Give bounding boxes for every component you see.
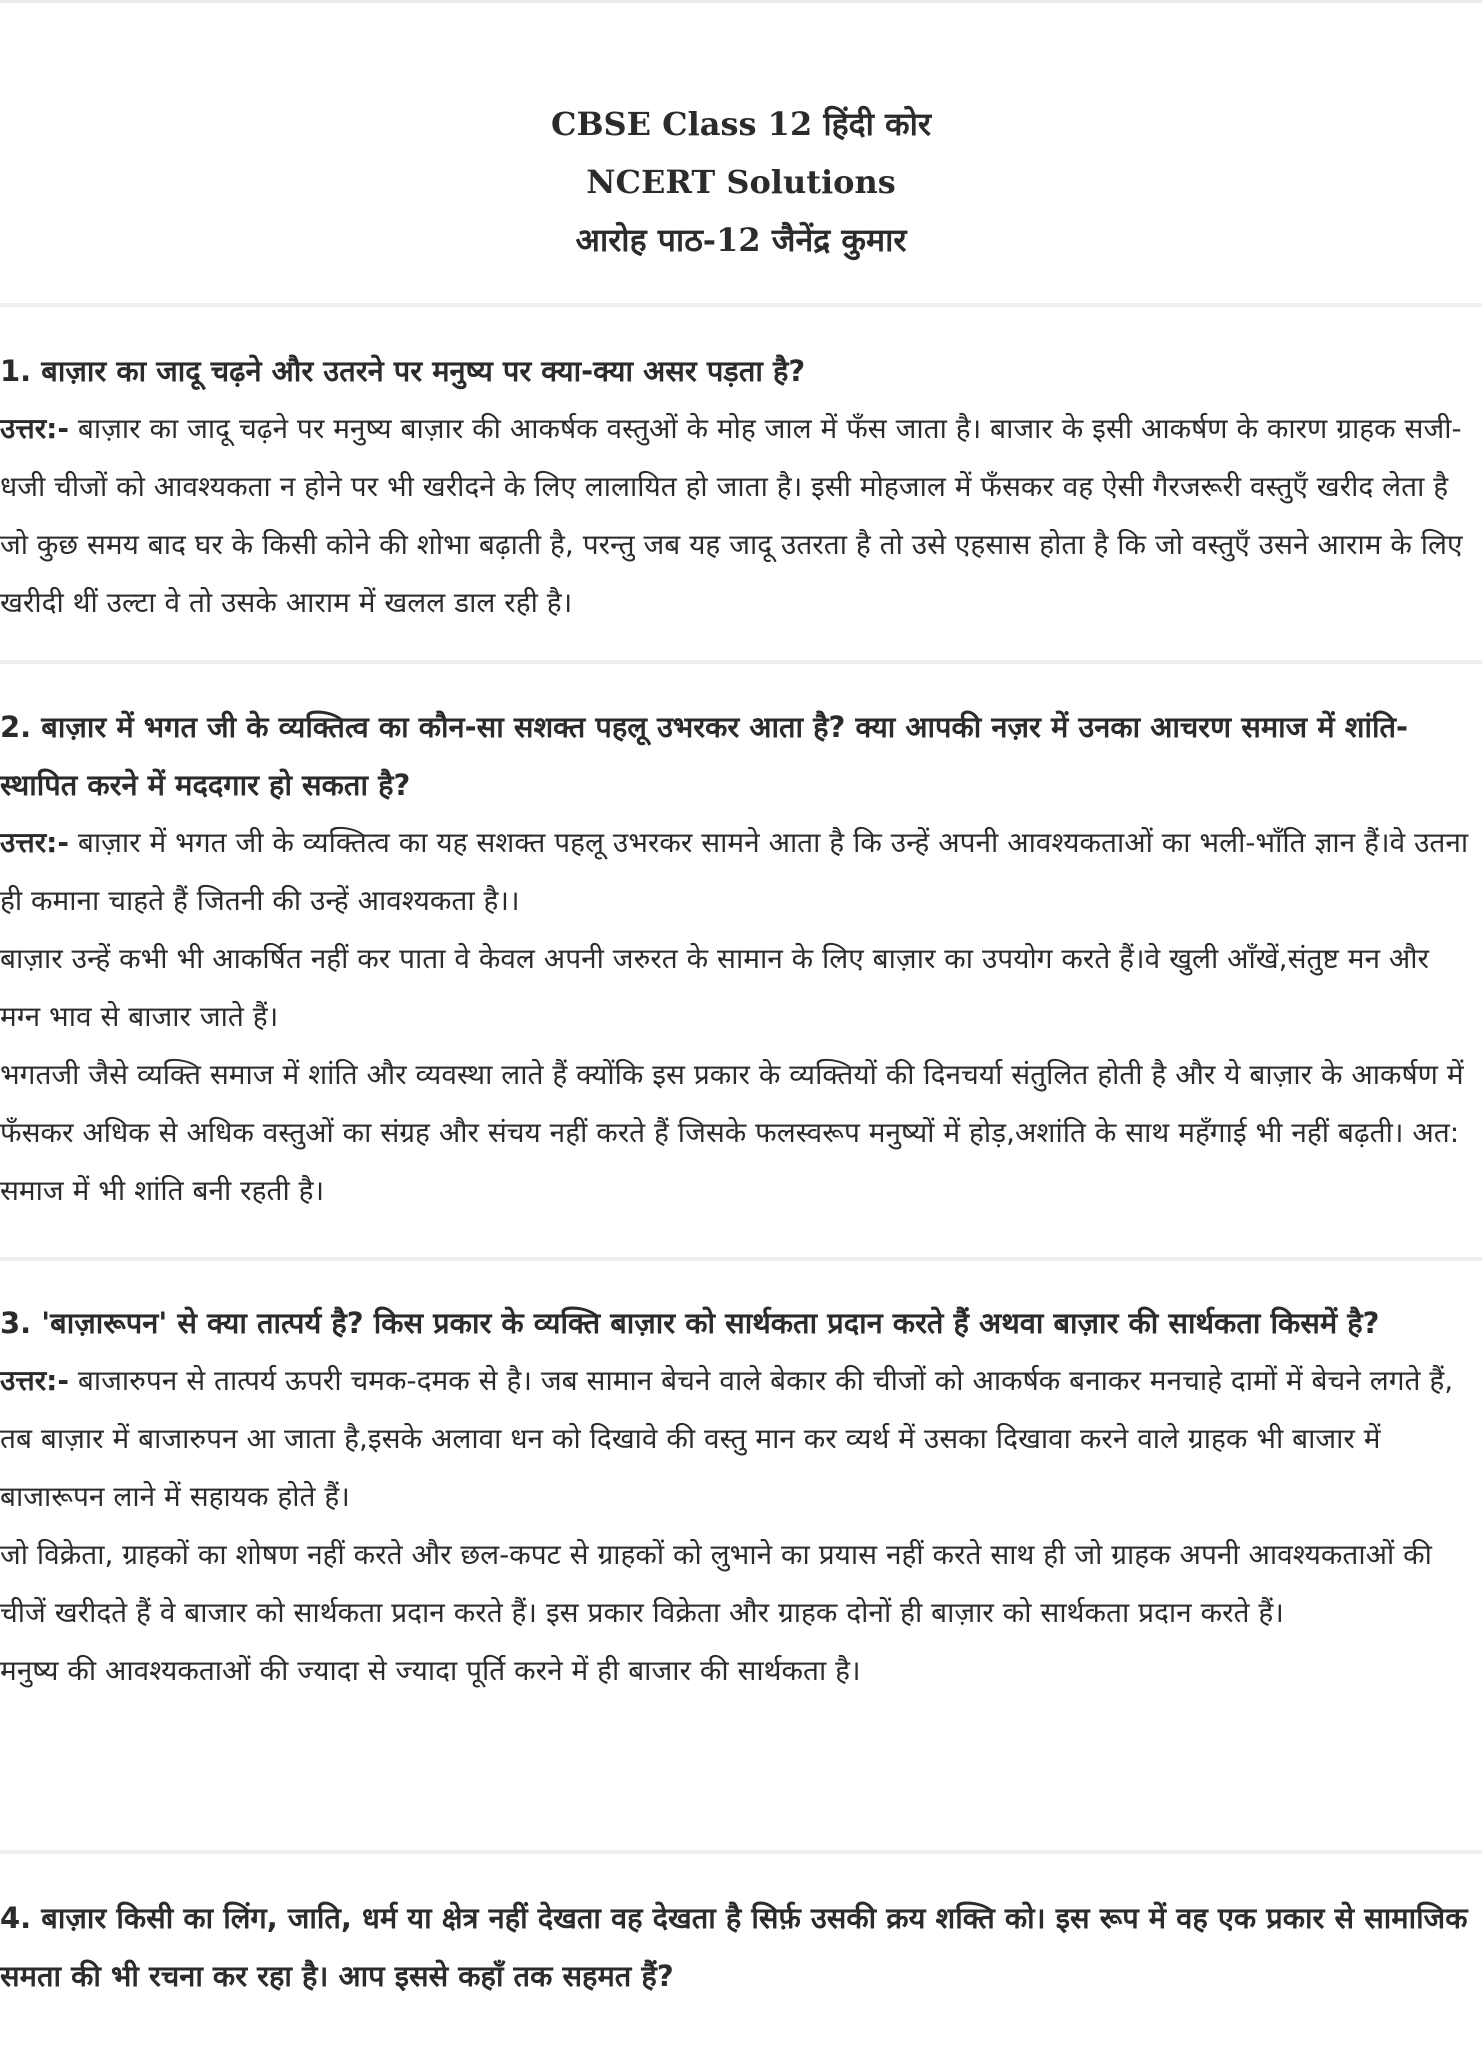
divider [0,1257,1482,1261]
qa-block-4 [0,1889,1482,2005]
question-1: 1. बाज़ार का जादू चढ़ने और उतरने पर मनुष्य पर क्या-क्या असर पड़ता है? [0,354,806,388]
answer-2-text: बाज़ार में भगत जी के व्यक्तित्व का यह सशक्त पहलू उभरकर सामने आता है कि उन्हें अपनी आवश्यकताओं का भली-भाँति ज्ञान हैं।वे उतना ही कमाना चाहते हैं जितनी की उन्हें आवश्यकता है।। [0,826,1469,917]
header-subtitle: NCERT Solutions [586,163,896,201]
qa-block-2 [0,698,1482,1220]
answer-3-para-2: मनुष्य की आवश्यकताओं की ज्यादा से ज्यादा पूर्ति करने में ही बाजार की सार्थकता है। [0,1654,861,1687]
page-header [0,95,1482,269]
answer-3 [0,1352,1474,1526]
answer-3-para-1: जो विक्रेता, ग्राहकों का शोषण नहीं करते और छल-कपट से ग्राहकों को लुभाने का प्रयास नहीं करते साथ ही जो ग्राहक अपनी आवश्यकताओं की चीजें खरीदते हैं वे बाजार को सार्थकता प्रदान करते हैं। इस प्रकार विक्रेता और ग्राहक दोनों ही बाज़ार को सार्थकता प्रदान करते हैं। [0,1538,1432,1629]
answer-3-text: बाजारुपन से तात्पर्य ऊपरी चमक-दमक से है। जब सामान बेचने वाले बेकार की चीजों को आकर्षक बनाकर मनचाहे दामों में बेचने लगते हैं, तब बाज़ार में बाजारुपन आ जाता है,इसके अलावा धन को दिखावे की वस्तु मान कर व्यर्थ में उसका दिखावा करने वाले ग्राहक भी बाजार में बाजारूपन लाने में सहायक होते हैं। [0,1364,1454,1513]
question-4: 4. बाज़ार किसी का लिंग, जाति, धर्म या क्षेत्र नहीं देखता वह देखता है सिर्फ़ उसकी क्रय शक्ति को। इस रूप में वह एक प्रकार से सामाजिक समता की भी रचना कर रहा है। आप इससे कहाँ तक सहमत हैं? [0,1901,1468,1993]
header-chapter: आरोह पाठ-12 जैनेंद्र कुमार [575,221,907,259]
answer-label: उत्तर:- [0,412,69,445]
answer-1-text: बाज़ार का जादू चढ़ने पर मनुष्य बाज़ार की आकर्षक वस्तुओं के मोह जाल में फँस जाता है। बाजार के इसी आकर्षण के कारण ग्राहक सजी-धजी चीजों को आवश्यकता न होने पर भी खरीदने के लिए लालायित हो जाता है। इसी मोहजाल में फँसकर वह ऐसी गैरजरूरी वस्तुएँ खरीद लेता है जो कुछ समय बाद घर के किसी कोने की शोभा बढ़ाती है, परन्तु जब यह जादू उतरता है तो उसे एहसास होता है कि जो वस्तुएँ उसने आराम के लिए खरीदी थीं उल्टा वे तो उसके आराम में खलल डाल रही है। [0,412,1463,619]
qa-block-1 [0,342,1482,632]
question-2: 2. बाज़ार में भगत जी के व्यक्तित्व का कौन-सा सशक्त पहलू उभरकर आता है? क्या आपकी नज़र में उनका आचरण समाज में शांति-स्थापित करने में मददगार हो सकता है? [0,710,1409,802]
answer-2 [0,814,1474,930]
answer-1 [0,400,1474,632]
answer-2-para-1: बाज़ार उन्हें कभी भी आकर्षित नहीं कर पाता वे केवल अपनी जरुरत के सामान के लिए बाज़ार का उपयोग करते हैं।वे खुली आँखें,संतुष्ट मन और मग्न भाव से बाजार जाते हैं। [0,942,1430,1033]
question-3: 3. 'बाज़ारूपन' से क्या तात्पर्य है? किस प्रकार के व्यक्ति बाज़ार को सार्थकता प्रदान करते हैं अथवा बाज़ार की सार्थकता किसमें है? [0,1306,1380,1340]
answer-label: उत्तर:- [0,826,69,859]
header-title: CBSE Class 12 हिंदी कोर [550,105,931,143]
divider [0,303,1482,307]
answer-label: उत्तर:- [0,1364,69,1397]
qa-block-3 [0,1294,1482,1700]
top-rule [0,0,1482,3]
divider [0,1850,1482,1854]
divider [0,660,1482,664]
answer-2-para-2: भगतजी जैसे व्यक्ति समाज में शांति और व्यवस्था लाते हैं क्योंकि इस प्रकार के व्यक्तियों की दिनचर्या संतुलित होती है और ये बाज़ार के आकर्षण में फँसकर अधिक से अधिक वस्तुओं का संग्रह और संचय नहीं करते हैं जिसके फलस्वरूप मनुष्यों में होड़,अशांति के साथ महँगाई भी नहीं बढ़ती। अत: समाज में भी शांति बनी रहती है। [0,1058,1464,1207]
